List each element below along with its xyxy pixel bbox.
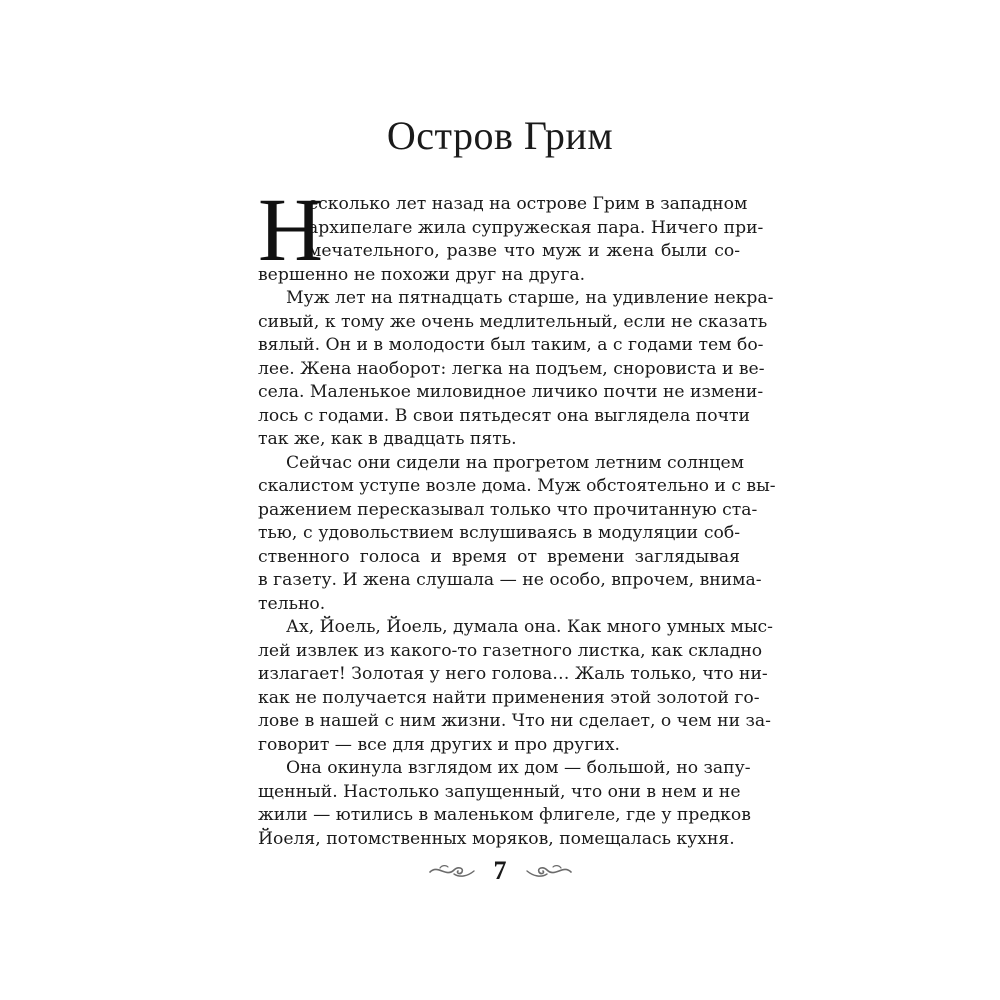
chapter-title: Остров Грим — [386, 113, 614, 158]
flourish-right-icon — [525, 862, 573, 880]
page-number: 7 — [493, 856, 507, 885]
text-line: в газету. И жена слушала — не особо, впрочем, внима- — [258, 570, 762, 590]
text-line: мечательного, разве что муж и жена были со- — [308, 241, 740, 261]
text-line: вершенно не похожи друг на друга. — [258, 264, 586, 285]
text-line: щенный. Настолько запущенный, что они в нем и не — [258, 781, 741, 802]
text-line: архипелаге жила супружеская пара. Ничего при- — [308, 217, 764, 238]
text-line: тью, с удовольствием вслушиваясь в модуляции соб- — [258, 523, 740, 543]
text-line: излагает! Золотая у него голова… Жаль только, что ни- — [258, 664, 768, 684]
text-line: так же, как в двадцать пять. — [258, 429, 517, 449]
text-line: Муж лет на пятнадцать старше, на удивление некра- — [286, 288, 774, 308]
text-line: есколько лет назад на острове Грим в западном — [308, 194, 748, 214]
text-line: лее. Жена наоборот: легка на подъем, сноровиста и ве- — [258, 358, 765, 379]
drop-cap: Н — [258, 181, 323, 280]
text-line: сивый, к тому же очень медлительный, если не сказать — [258, 311, 768, 332]
text-line: тельно. — [258, 593, 326, 614]
page-footer — [0, 856, 1000, 886]
text-line: лове в нашей с ним жизни. Что ни сделает, о чем ни за- — [258, 711, 771, 731]
text-line: Ах, Йоель, Йоель, думала она. Как много умных мыс- — [286, 617, 773, 637]
text-line: говорит — все для других и про других. — [258, 734, 621, 755]
text-line: как не получается найти применения этой золотой го- — [258, 687, 760, 708]
text-line: Сейчас они сидели на прогретом летним солнцем — [286, 452, 744, 473]
text-line: вялый. Он и в молодости был таким, а с годами тем бо- — [258, 335, 764, 355]
flourish-left-icon — [428, 862, 476, 880]
text-line: Она окинула взглядом их дом — большой, но запу- — [286, 758, 751, 778]
text-line: Йоеля, потомственных моряков, помещалась кухня. — [258, 828, 735, 849]
text-line: ственного голоса и время от времени заглядывая — [258, 546, 740, 567]
text-line: лось с годами. В свои пятьдесят она выглядела почти — [258, 405, 750, 426]
text-line: села. Маленькое миловидное личико почти не измени- — [258, 382, 764, 402]
chapter-body — [258, 181, 776, 851]
text-line: скалистом уступе возле дома. Муж обстоятельно и с вы- — [258, 476, 776, 496]
text-line: лей извлек из какого-то газетного листка, как складно — [258, 640, 763, 661]
text-line: жили — ютились в маленьком флигеле, где у предков — [258, 805, 751, 825]
text-line: ражением пересказывал только что прочитанную ста- — [258, 499, 758, 520]
